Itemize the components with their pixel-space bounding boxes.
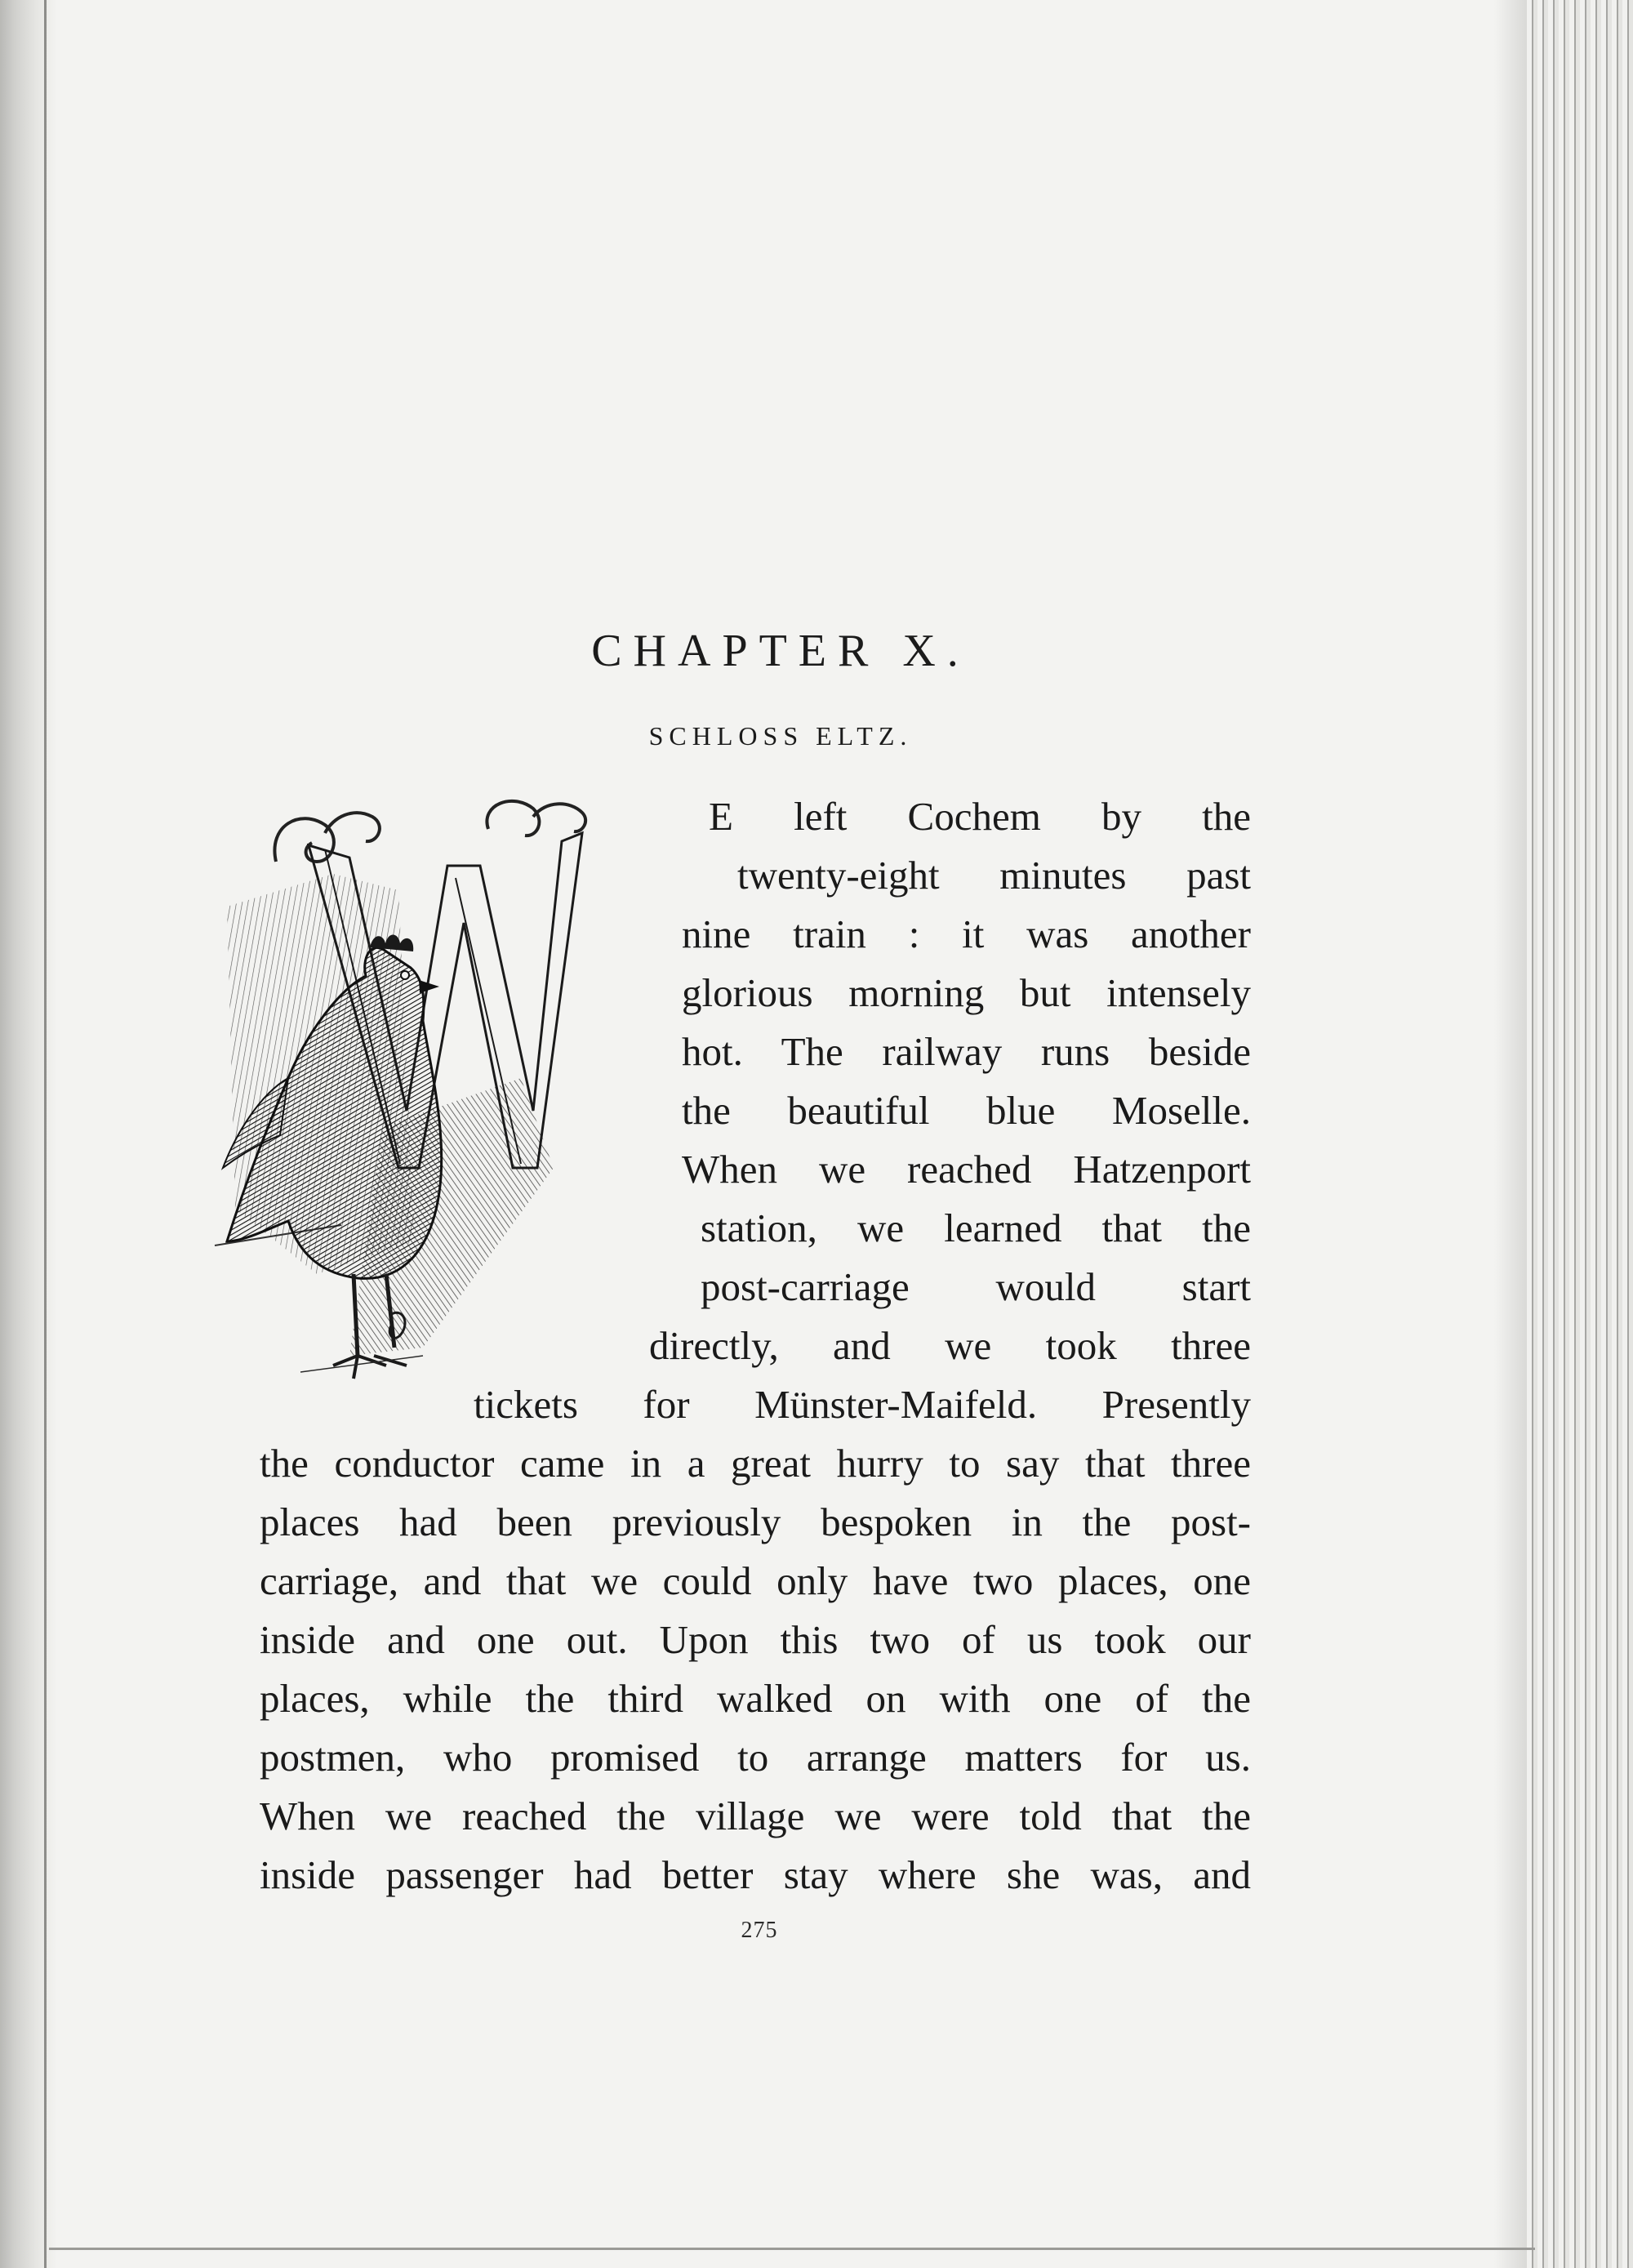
body-line-18: When we reached the village we were told that the bbox=[260, 1793, 1251, 1838]
body-line-16: places, while the third walked on with one of the bbox=[260, 1676, 1251, 1721]
body-line-8: station, we learned that the bbox=[701, 1205, 1251, 1250]
chapter-title: CHAPTER X. bbox=[591, 626, 970, 676]
page-bottom-edge bbox=[49, 2248, 1535, 2250]
body-line-5: hot. The railway runs beside bbox=[682, 1029, 1251, 1074]
body-line-17: postmen, who promised to arrange matters for us. bbox=[260, 1735, 1251, 1780]
page-edge-shadow bbox=[1494, 0, 1527, 2268]
body-line-6: the beautiful blue Moselle. bbox=[682, 1088, 1251, 1133]
body-line-4: glorious morning but intensely bbox=[682, 970, 1251, 1015]
body-line-1: E left Cochem by the bbox=[709, 794, 1251, 839]
body-line-7: When we reached Hatzenport bbox=[682, 1147, 1251, 1192]
body-line-3: nine train : it was another bbox=[682, 911, 1251, 956]
body-line-2: twenty-eight minutes past bbox=[737, 853, 1251, 898]
body-line-12: the conductor came in a great hurry to say that three bbox=[260, 1441, 1251, 1486]
body-line-9: post-carriage would start bbox=[701, 1264, 1251, 1309]
body-line-14: carriage, and that we could only have two places, one bbox=[260, 1558, 1251, 1603]
body-line-15: inside and one out. Upon this two of us took our bbox=[260, 1617, 1251, 1662]
stacked-page-edges bbox=[1527, 0, 1633, 2268]
chapter-subtitle: SCHLOSS ELTZ. bbox=[648, 721, 913, 751]
page-number: 275 bbox=[741, 1918, 778, 1943]
body-line-11: tickets for Münster-Maifeld. Presently bbox=[474, 1382, 1251, 1427]
decorated-initial-w-with-hen-icon bbox=[211, 784, 709, 1413]
body-line-13: places had been previously bespoken in the post- bbox=[260, 1499, 1251, 1544]
book-gutter bbox=[0, 0, 57, 2268]
body-line-10: directly, and we took three bbox=[649, 1323, 1251, 1368]
gutter-fold-line bbox=[44, 0, 47, 2268]
body-line-19: inside passenger had better stay where she was, and bbox=[260, 1852, 1251, 1897]
